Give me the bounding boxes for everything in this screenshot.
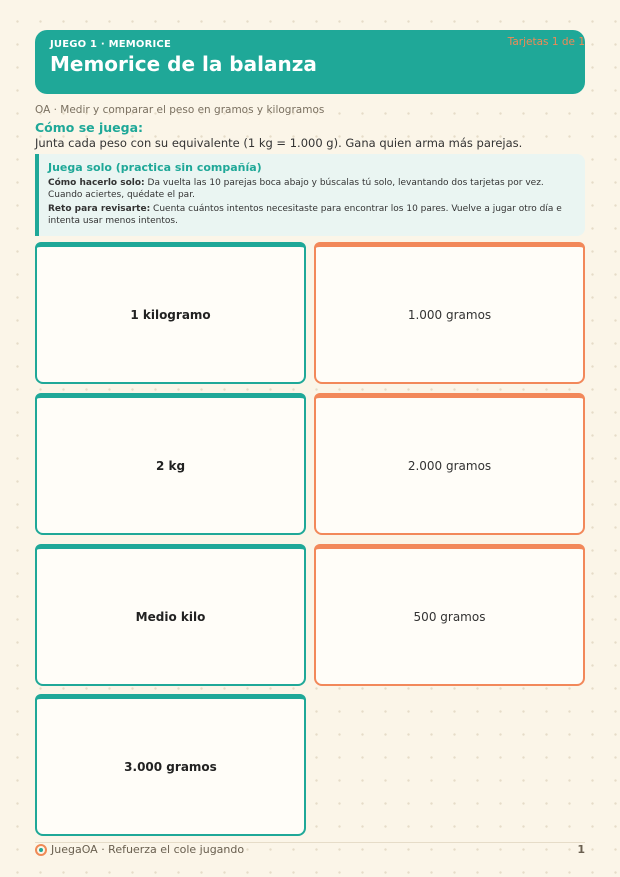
card-label: 2.000 gramos bbox=[407, 458, 492, 473]
page-title: Memorice de la balanza bbox=[50, 52, 317, 76]
card-label: Medio kilo bbox=[135, 609, 206, 624]
solo-challenge-label: Reto para revisarte: bbox=[48, 204, 151, 214]
howto-title: Cómo se juega: bbox=[35, 120, 144, 135]
card-label: 3.000 gramos bbox=[124, 759, 217, 774]
memory-card-2000g[interactable] bbox=[314, 393, 585, 535]
brand-logo-icon bbox=[35, 844, 47, 856]
card-label: 500 gramos bbox=[413, 609, 486, 624]
solo-play-box bbox=[35, 154, 585, 236]
card-label: 2 kg bbox=[155, 458, 186, 473]
game-kicker: JUEGO 1 · MEMORICE bbox=[50, 39, 172, 50]
memory-card-half-kilo[interactable] bbox=[35, 544, 306, 686]
solo-challenge bbox=[48, 203, 575, 227]
solo-how-text: Da vuelta las 10 parejas boca abajo y búscalas tú solo, levantando dos tarjetas por vez. Cuando aciertes, quédate el par. bbox=[48, 178, 544, 200]
solo-challenge-text: Cuenta cuántos intentos necesitaste para encontrar los 10 pares. Vuelve a jugar otro día e intenta usar menos intentos. bbox=[48, 204, 562, 226]
memory-card-1000g[interactable] bbox=[314, 242, 585, 384]
card-label: 1.000 gramos bbox=[407, 307, 492, 322]
learning-objective: OA · Medir y comparar el peso en gramos y kilogramos bbox=[35, 104, 325, 116]
solo-how-label: Cómo hacerlo solo: bbox=[48, 178, 145, 188]
page-number: 1 bbox=[577, 843, 585, 856]
memory-card-3000g[interactable] bbox=[35, 694, 306, 836]
solo-how bbox=[48, 177, 575, 201]
howto-text: Junta cada peso con su equivalente (1 kg = 1.000 g). Gana quien arma más parejas. bbox=[35, 136, 523, 150]
page-header bbox=[35, 30, 585, 94]
sheet-counter: Tarjetas 1 de 1 bbox=[507, 36, 585, 48]
solo-title: Juega solo (practica sin compañía) bbox=[48, 161, 262, 174]
memory-card-2kg[interactable] bbox=[35, 393, 306, 535]
memory-card-500g[interactable] bbox=[314, 544, 585, 686]
footer-brand: JuegaOA · Refuerza el cole jugando bbox=[51, 843, 245, 856]
memory-card-1kg[interactable] bbox=[35, 242, 306, 384]
card-label: 1 kilogramo bbox=[130, 307, 211, 322]
